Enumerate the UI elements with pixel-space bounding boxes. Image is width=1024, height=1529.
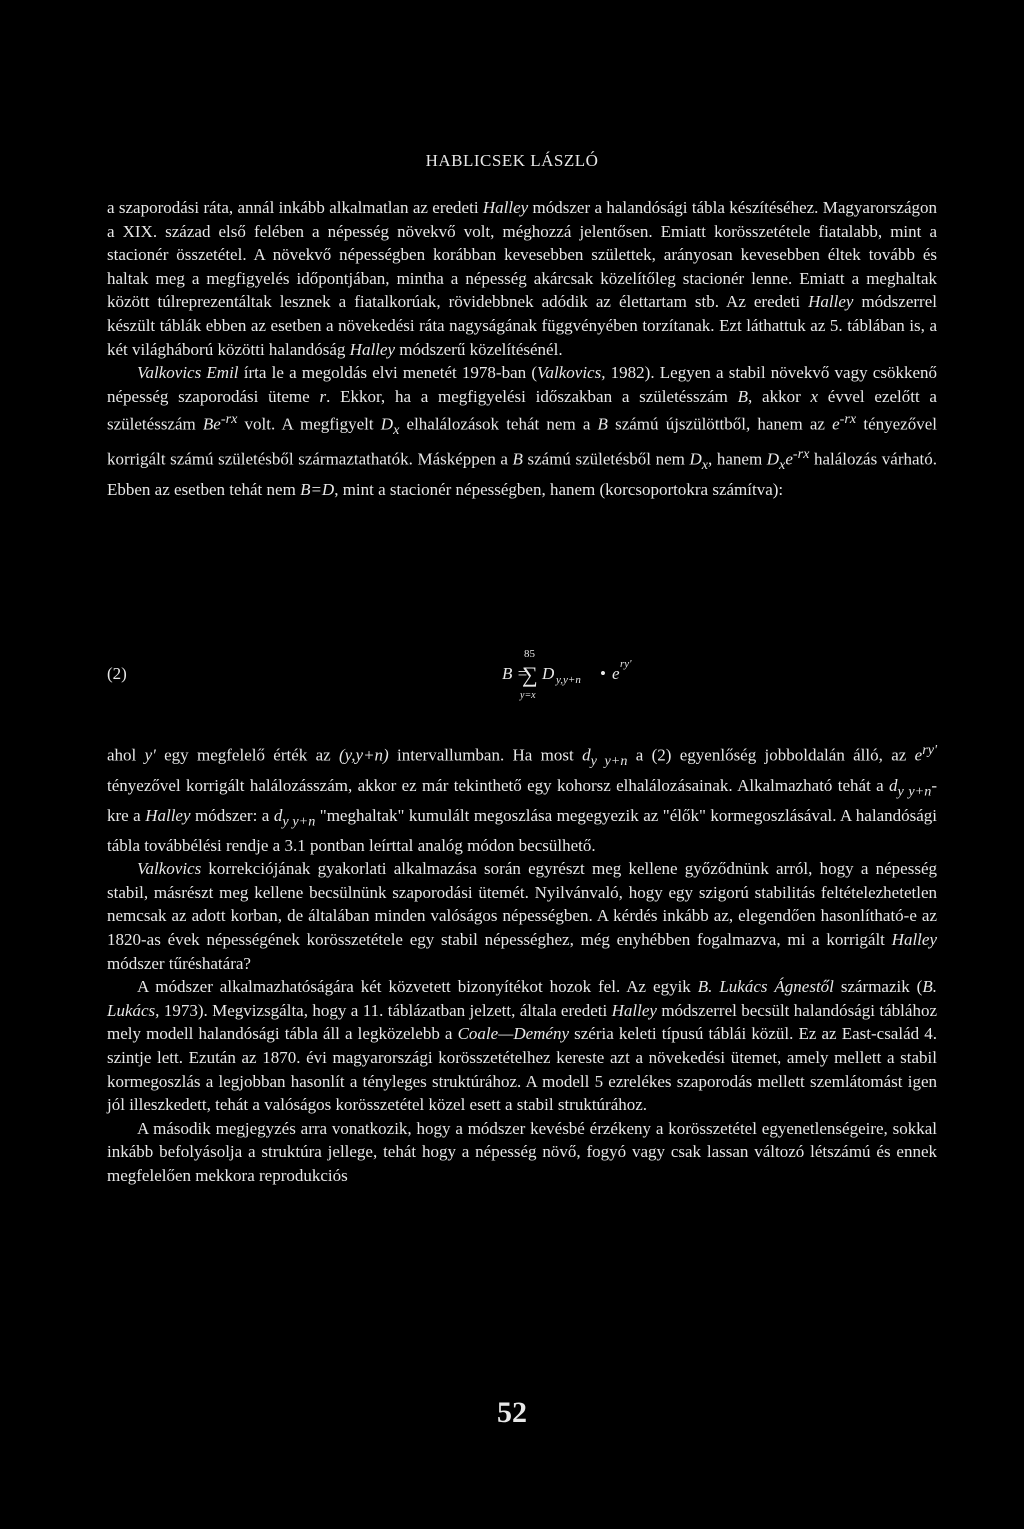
- italic-run: D: [689, 449, 702, 469]
- italic-run: Coale—Demény: [457, 1024, 570, 1044]
- text-run: intervallumban. Ha most: [388, 745, 583, 765]
- italic-run: e: [832, 415, 840, 434]
- paragraph: [107, 196, 937, 361]
- italic-run: Valkovics: [137, 859, 202, 879]
- text-run: ahol: [107, 745, 145, 765]
- text-run: elhalálozások tehát nem a: [399, 415, 598, 434]
- formula-e: e: [612, 664, 620, 683]
- text-run: módszerrel becsült halandósági táblához mely modell halandósági tábla áll a legközelebb a: [107, 1000, 937, 1044]
- subscript-run: x: [779, 457, 786, 474]
- formula-d: D: [542, 664, 555, 683]
- equation-number: (2): [107, 664, 127, 683]
- paragraph: [107, 857, 937, 975]
- italic-run: d: [889, 775, 898, 795]
- text-run: "meghaltak" kumulált megoszlása megegyezik az "élők" kormegoszlásával. A halandósági tábla továbbélési rendje a 3.1 pontban leírttal analóg módon becsülhető.: [107, 805, 937, 855]
- italic-run: B: [597, 415, 608, 434]
- text-run: módszer tűréshatára?: [107, 953, 251, 973]
- text-run: . Ekkor, ha a megfigyelési időszakban a születésszám: [326, 386, 738, 406]
- text-run: évvel ezelőtt a születésszám: [107, 386, 937, 434]
- italic-run: Halley: [891, 929, 937, 949]
- italic-run: d: [273, 805, 283, 825]
- italic-run: B=D: [300, 479, 335, 499]
- italic-run: e: [785, 449, 793, 469]
- text-run: volt. A megfigyelt: [237, 415, 381, 434]
- superscript-run: -rx: [839, 411, 857, 428]
- page-number: 52: [497, 1396, 527, 1429]
- subscript-run: y y+n: [590, 753, 628, 770]
- italic-run: B: [737, 386, 749, 406]
- text-run: számú újszülöttből, hanem az: [607, 415, 833, 434]
- text-run: -kre a: [107, 775, 937, 825]
- text-run: 1973). Megvizsgálta, hogy a 11. táblázatban jelzett, általa eredeti: [159, 1000, 612, 1020]
- text-block-upper: [107, 196, 937, 501]
- italic-run: r: [319, 386, 327, 406]
- text-run: , akkor: [748, 386, 811, 406]
- sum-lower-limit: y=x: [520, 690, 536, 701]
- italic-run: e: [914, 745, 923, 765]
- subscript-run: x: [393, 422, 400, 439]
- text-run: A módszer alkalmazhatóságára két közvetett bizonyítékot hozok fel. Az egyik: [137, 977, 698, 997]
- text-run: módszer a halandósági tábla készítéséhez. Magyarországon a XIX. század első felében a népesség növekvő volt, méghozzá jelentősen. Emiatt korösszetétele fiatalabb, mint a stacionér összetétel. A növekvő népességben korábban kevesebben születtek, arányosan kevesebben éltek tovább és haltak meg a megfigyelés időpontjában, mintha a népesség akárcsak közelítőleg stacionér lenne. Emiatt a meghaltak között túlreprezentáltak lesznek a fiatalkorúak, rövidebbnek adódik az élettartam stb. Az eredeti: [107, 198, 937, 312]
- multiply-dot-icon: •: [600, 664, 606, 683]
- text-run: A második megjegyzés arra vonatkozik, hogy a módszer kevésbé érzékeny a korösszetétel egyenetlenségeire, sokkal inkább befolyásolja a struktúra jellege, tehát hogy a népesség növő, fogyó vagy csak lassan változó létszámú és ennek megfelelően mekkora reprodukciós: [107, 1118, 937, 1185]
- text-run: egy megfelelő érték az: [155, 745, 340, 765]
- formula-lhs: B =: [502, 664, 529, 683]
- text-run: , hanem: [708, 449, 767, 469]
- italic-run: (y,y+n): [339, 745, 389, 765]
- paragraph: [107, 1117, 937, 1188]
- subscript-run: y y+n: [897, 783, 932, 800]
- text-run: 1982). Legyen a stabil növekvő vagy csökkenő népesség szaporodási üteme: [107, 363, 938, 406]
- text-run: tényezővel korrigált halálozásszám, akkor ez már tekinthető egy kohorsz elhalálozásainak. Alkalmazható tehát a: [107, 775, 889, 795]
- italic-run: D: [380, 415, 394, 434]
- italic-run: x: [810, 386, 819, 406]
- text-run: írta le a megoldás elvi menetét 1978-ban (: [238, 363, 538, 383]
- equation-2: [107, 640, 937, 720]
- running-header: HABLICSEK LÁSZLÓ: [425, 151, 599, 170]
- superscript-run: -rx: [792, 445, 810, 462]
- text-run: a (2) egyenlőség jobboldalán álló, az: [627, 745, 915, 765]
- summation-formula: [502, 640, 732, 720]
- formula-d-subscript: y,y+n: [556, 674, 581, 686]
- subscript-run: y y+n: [282, 813, 316, 830]
- superscript-run: -rx: [220, 411, 238, 428]
- italic-run: y': [144, 745, 156, 765]
- superscript-run: ry': [922, 742, 938, 758]
- text-run: módszerrel készült táblák ebben az esetben a növekedési ráta nagyságának függvényében torzítanak. Ezt láthattuk az 5. táblában is, a két világháború közötti halandóság: [107, 292, 937, 359]
- text-block-lower: [107, 739, 937, 1188]
- italic-run: Valkovics,: [537, 363, 606, 383]
- italic-run: Be: [202, 415, 221, 434]
- subscript-run: x: [701, 457, 709, 474]
- italic-run: Halley: [145, 805, 191, 825]
- formula-e-exponent: ry': [620, 658, 632, 670]
- text-run: számú születésből nem: [522, 449, 690, 469]
- sigma-icon: ∑: [522, 662, 538, 687]
- text-run: korrekciójának gyakorlati alkalmazása során egyrészt meg kellene győződnünk arról, hogy a népesség stabil, másrészt meg kellene becsülnünk szaporodási ütemét. Nyilvánvaló, hogy egy szigorú stabilitás feltételezhetetlen nemcsak az adott korban, de általában minden valóságos népességben. A kérdés inkább az, elegendően hasonlítható-e az 1820-as évek népességének korösszetétele egy stabil népességhez, még enyhébben fogalmazva, mi a korrigált: [107, 859, 937, 949]
- italic-run: Halley: [611, 1000, 657, 1020]
- paragraph: [107, 739, 937, 857]
- text-run: széria keleti típusú táblái közül. Ez az East-család 4. szintje lett. Ezután az 1870. évi magyarországi korösszetételhez kereste azt a növekedési ütemet, amely mellett a stabil kormegoszlás a legjobban hasonlít a tényleges struktúrához. A modell 5 ezrelékes szaporodás mellett szemlátomást igen jól illeszkedett, tehát a valóságos korösszetétel közel esett a stabil struktúrához.: [107, 1024, 937, 1115]
- text-run: a szaporodási ráta, annál inkább alkalmatlan az eredeti: [107, 198, 483, 217]
- italic-run: Valkovics Emil: [137, 363, 239, 383]
- text-run: , mint a stacionér népességben, hanem (korcsoportokra számítva):: [334, 479, 784, 499]
- text-run: módszerű közelítésénél.: [395, 339, 563, 359]
- text-run: származik (: [833, 977, 923, 997]
- italic-run: B: [512, 449, 523, 469]
- italic-run: Halley: [808, 292, 854, 312]
- italic-run: d: [582, 745, 591, 765]
- paragraph: [107, 361, 937, 501]
- paragraph: [107, 975, 937, 1117]
- italic-run: Halley: [482, 198, 529, 217]
- italic-run: D: [766, 449, 780, 469]
- text-run: halálozás várható. Ebben az esetben tehát nem: [107, 449, 937, 499]
- italic-run: B. Lukács,: [107, 977, 937, 1020]
- text-run: tényezővel korrigált számú születésből származtathatók. Másképpen a: [107, 415, 937, 469]
- italic-run: B. Lukács Ágnestől: [697, 977, 834, 997]
- text-run: módszer: a: [190, 805, 274, 825]
- sum-upper-limit: 85: [524, 648, 535, 660]
- italic-run: Halley: [349, 339, 395, 359]
